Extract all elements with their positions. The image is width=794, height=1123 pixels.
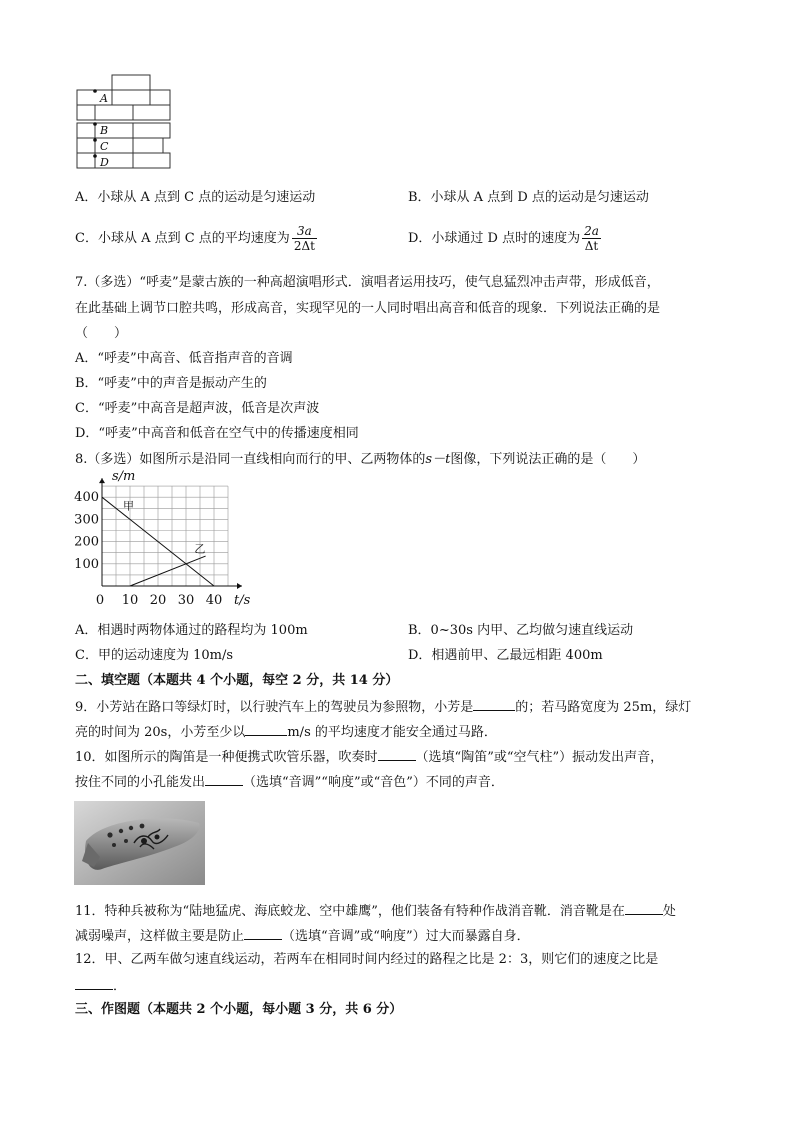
section3-title: 三、作图题（本题共 2 个小题，每小题 3 分，共 6 分）: [75, 1002, 403, 1017]
x-tick-label: 10: [121, 593, 139, 608]
q7-option-c: C．“呼麦”中高音是超声波，低音是次声波: [75, 401, 320, 416]
q11-blank-2[interactable]: [244, 926, 282, 940]
x-tick-label: 0: [95, 593, 105, 608]
q11-blank-1[interactable]: [625, 901, 663, 915]
ocarina-photo: [74, 801, 205, 885]
q10-line-2: 按住不同的小孔能发出 （选填“音调”“响度”或“音色”）不同的声音．: [75, 772, 504, 792]
q6-option-c-fraction: $\frac{3a}{2\Delta t}$: [293, 224, 315, 253]
q7-option-d: D．“呼麦”中高音和低音在空气中的传播速度相同: [75, 426, 359, 441]
q6-option-d-text: D．小球通过 D 点时的速度为: [408, 231, 581, 246]
q9-blank-1[interactable]: [473, 697, 515, 711]
point-a-label: A: [100, 92, 108, 105]
q6-option-d-fraction: $\frac{2a}{\Delta t}$: [584, 224, 599, 253]
x-tick-label: 30: [177, 593, 195, 608]
point-c-label: C: [100, 140, 109, 153]
q11-line-2: 减弱噪声，这样做主要是防止 （选填“音调”或“响度”）过大而暴露自身．: [75, 926, 530, 946]
series-label-yi: 乙: [194, 542, 206, 556]
q9-line-2: 亮的时间为 20s，小芳至少以 m/s 的平均速度才能安全通过马路．: [75, 722, 497, 742]
point-b-label: B: [100, 124, 109, 137]
series-label-jia: 甲: [123, 499, 134, 513]
series-line-yi: [130, 556, 206, 586]
q9-blank-2[interactable]: [245, 722, 287, 736]
y-tick-label: 300: [74, 512, 99, 528]
q7-stem-2: 在此基础上调节口腔共鸣，形成高音，实现罕见的一人同时唱出高音和低音的现象．下列说法正确的是: [75, 301, 661, 316]
q8-option-a: A．相遇时两物体通过的路程均为 100m: [75, 623, 308, 638]
x-axis-label: t/s: [234, 593, 251, 608]
q12-line-2: ．: [75, 976, 126, 996]
q10-blank-2[interactable]: [205, 772, 243, 786]
q7-option-a: A．“呼麦”中高音、低音指声音的音调: [75, 351, 293, 366]
point-d-label: D: [100, 156, 109, 169]
q11-line-1: 11．特种兵被称为“陆地猛虎、海底蛟龙、空中雄鹰”，他们装备有特种作战消音靴．消音靴是在 处: [75, 901, 676, 921]
q6-option-b: B．小球从 A 点到 D 点的运动是匀速运动: [408, 190, 649, 205]
q7-stem-1: 7.（多选）“呼麦”是蒙古族的一种高超演唱形式．演唱者运用技巧，使气息猛烈冲击声带，形成低音，: [75, 275, 660, 290]
x-axis-arrow: [237, 583, 242, 589]
q8-stem-math: s－t: [425, 452, 451, 467]
y-axis-arrow: [99, 478, 105, 483]
q6-option-c-text: C．小球从 A 点到 C 点的平均速度为: [75, 231, 290, 246]
y-tick-label: 200: [74, 534, 99, 550]
q12-blank-1[interactable]: [75, 976, 113, 990]
y-tick-label: 100: [74, 556, 99, 572]
y-axis-label: s/m: [112, 469, 136, 485]
x-tick-label: 20: [149, 593, 167, 608]
q10-blank-1[interactable]: [378, 747, 416, 761]
y-tick-label: 400: [74, 490, 99, 506]
q8-option-d: D．相遇前甲、乙最远相距 400m: [408, 648, 603, 663]
q6-option-a: A．小球从 A 点到 C 点的运动是匀速运动: [75, 190, 316, 205]
q8-option-c: C．甲的运动速度为 10m/s: [75, 648, 233, 663]
q7-option-b: B．“呼麦”中的声音是振动产生的: [75, 376, 267, 391]
q7-stem-3: （ ）: [75, 326, 128, 341]
x-tick-label: 40: [205, 593, 223, 608]
q6-option-d: [408, 224, 601, 253]
section2-title: 二、填空题（本题共 4 个小题，每空 2 分，共 14 分）: [75, 673, 399, 688]
q12-line-1: 12．甲、乙两车做匀速直线运动，若两车在相同时间内经过的路程之比是 2：3，则它们的速度之比是: [75, 952, 659, 967]
q8-stem: 8.（多选）如图所示是沿同一直线相向而行的甲、乙两物体的s－t图像，下列说法正确的是（ ）: [75, 452, 646, 467]
q6-option-c: [75, 224, 317, 253]
q10-line-1: 10．如图所示的陶笛是一种便携式吹管乐器，吹奏时 （选填“陶笛”或“空气柱”）振动发出声音，: [75, 747, 663, 767]
brick-wall-figure: [72, 70, 172, 178]
q9-line-1: 9．小芳站在路口等绿灯时，以行驶汽车上的驾驶员为参照物，小芳是 的；若马路宽度为 25m，绿灯: [75, 697, 691, 717]
q8-option-b: B．0~30s 内甲、乙均做匀速直线运动: [408, 623, 634, 638]
st-chart: [74, 469, 251, 612]
